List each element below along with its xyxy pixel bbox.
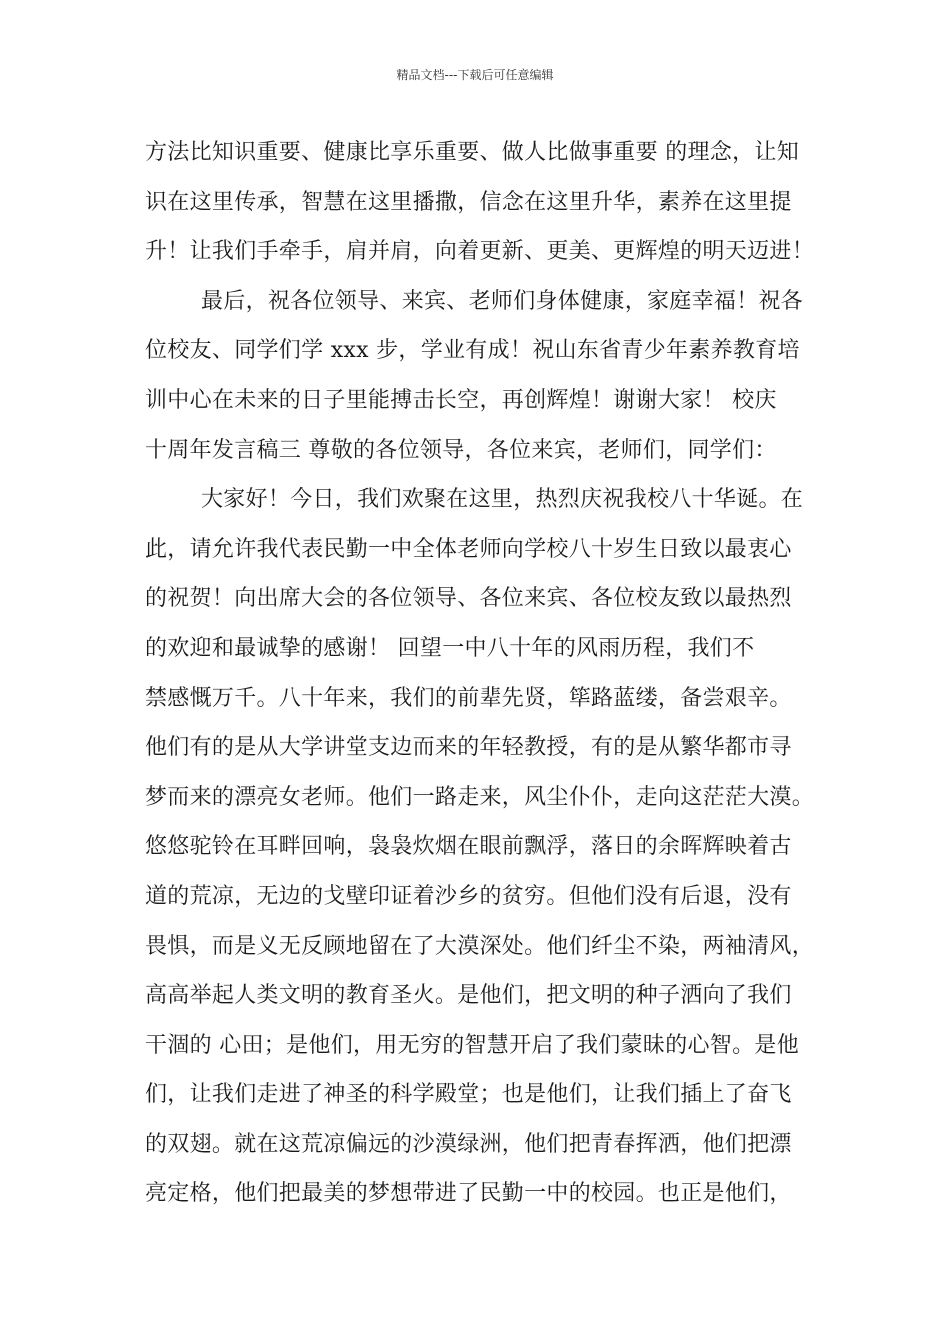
text-line: 们，让我们走进了神圣的科学殿堂；也是他们，让我们插上了奋飞 bbox=[145, 1082, 792, 1108]
page-header: 精品文档---下载后可任意编辑 bbox=[396, 68, 554, 82]
text-line: 禁感慨万千。八十年来，我们的前辈先贤，筚路蓝缕，备尝艰辛。 bbox=[145, 685, 792, 711]
text-line: 畏惧，而是义无反顾地留在了大漠深处。他们纤尘不染，两袖清风， bbox=[145, 933, 815, 959]
text-line: 此，请允许我代表民勤一中全体老师向学校八十岁生日致以最衷心 bbox=[145, 536, 792, 562]
text-line: 升！让我们手牵手，肩并肩，向着更新、更美、更辉煌的明天迈进！ bbox=[145, 239, 815, 265]
text-line: 悠悠驼铃在耳畔回响，袅袅炊烟在眼前飘浮，落日的余晖辉映着古 bbox=[145, 834, 792, 860]
text-line: 识在这里传承，智慧在这里播撒，信念在这里升华，素养在这里提 bbox=[145, 189, 792, 215]
document-body bbox=[145, 128, 825, 1219]
text-line: 干涸的 心田；是他们，用无穷的智慧开启了我们蒙昧的心智。是他 bbox=[145, 1032, 799, 1058]
text-line: 亮定格，他们把最美的梦想带进了民勤一中的校园。也正是他们， bbox=[145, 1181, 792, 1207]
text-line: 高高举起人类文明的教育圣火。是他们，把文明的种子洒向了我们 bbox=[145, 983, 792, 1009]
text-line: 的双翅。就在这荒凉偏远的沙漠绿洲，他们把青春挥洒，他们把漂 bbox=[145, 1131, 792, 1157]
text-line: 最后，祝各位领导、来宾、老师们身体健康，家庭幸福！祝各 bbox=[201, 288, 804, 314]
text-line: 道的荒凉，无边的戈壁印证着沙乡的贫穷。但他们没有后退，没有 bbox=[145, 883, 792, 909]
text-line: 训中心在未来的日子里能搏击长空，再创辉煌！谢谢大家！ 校庆 bbox=[145, 387, 777, 413]
text-line: 大家好！今日，我们欢聚在这里，热烈庆祝我校八十华诞。在 bbox=[201, 487, 804, 513]
text-line: 十周年发言稿三 尊敬的各位领导，各位来宾，老师们，同学们： bbox=[145, 437, 777, 463]
text-line: 的欢迎和最诚挚的感谢！ 回望一中八十年的风雨历程，我们不 bbox=[145, 635, 755, 661]
text-line: 方法比知识重要、健康比享乐重要、做人比做事重要 的理念，让知 bbox=[145, 140, 799, 165]
text-line: 的祝贺！向出席大会的各位领导、各位来宾、各位校友致以最热烈 bbox=[145, 586, 792, 612]
text-line: 梦而来的漂亮女老师。他们一路走来，风尘仆仆，走向这茫茫大漠。 bbox=[145, 784, 815, 810]
text-line: 位校友、同学们学 xxx 步，学业有成！祝山东省青少年素养教育培 bbox=[145, 338, 800, 364]
text-line: 他们有的是从大学讲堂支边而来的年轻教授，有的是从繁华都市寻 bbox=[145, 735, 792, 761]
